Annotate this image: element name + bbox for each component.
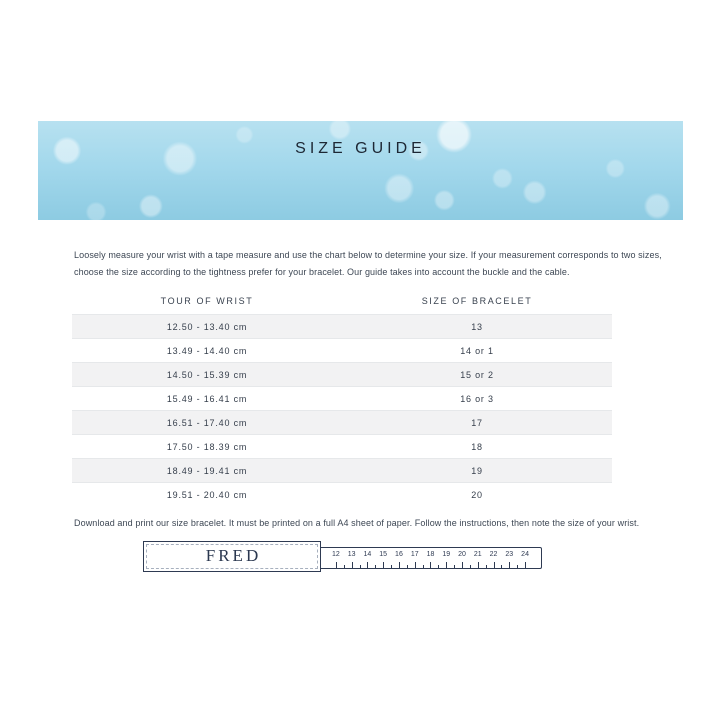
major-tick <box>525 562 526 568</box>
ruler-number: 14 <box>363 551 372 558</box>
minor-tick <box>344 565 345 568</box>
major-tick <box>399 562 400 568</box>
bracelet-sizer <box>143 541 553 585</box>
size-guide-page <box>38 121 683 585</box>
column-header-tour-of-wrist: TOUR OF WRIST <box>160 296 254 306</box>
intro-text <box>74 247 662 281</box>
ruler-number: 15 <box>379 551 388 558</box>
size-table-body <box>72 314 612 506</box>
major-tick <box>367 562 368 568</box>
minor-tick <box>407 565 408 568</box>
bracelet-size-cell: 19 <box>471 465 483 476</box>
major-tick <box>383 562 384 568</box>
minor-tick <box>360 565 361 568</box>
ruler-number: 12 <box>331 551 340 558</box>
ruler-number: 22 <box>489 551 498 558</box>
minor-tick <box>423 565 424 568</box>
ruler-mark-16 <box>391 548 407 568</box>
ruler-mark-21 <box>470 548 486 568</box>
wrist-range-cell: 14.50 - 15.39 cm <box>166 369 248 380</box>
ruler-number: 17 <box>410 551 419 558</box>
wrist-range-cell: 16.51 - 17.40 cm <box>166 417 248 428</box>
major-tick <box>494 562 495 568</box>
wrist-range-cell: 12.50 - 13.40 cm <box>166 321 248 332</box>
wrist-range-cell: 15.49 - 16.41 cm <box>166 393 248 404</box>
major-tick <box>446 562 447 568</box>
table-row <box>72 386 612 410</box>
column-header-size-of-bracelet: SIZE OF BRACELET <box>421 296 533 306</box>
banner <box>38 121 683 220</box>
bracelet-size-cell: 15 or 2 <box>460 369 494 380</box>
ruler-mark-18 <box>423 548 439 568</box>
major-tick <box>509 562 510 568</box>
ruler-mark-13 <box>344 548 360 568</box>
minor-tick <box>438 565 439 568</box>
major-tick <box>415 562 416 568</box>
table-row <box>72 482 612 506</box>
table-row <box>72 458 612 482</box>
major-tick <box>430 562 431 568</box>
page-title: SIZE GUIDE <box>295 140 426 157</box>
bracelet-size-cell: 14 or 1 <box>460 345 494 356</box>
table-row <box>72 314 612 338</box>
sizer-ruler <box>317 547 542 569</box>
minor-tick <box>470 565 471 568</box>
wrist-range-cell: 19.51 - 20.40 cm <box>166 489 248 500</box>
major-tick <box>462 562 463 568</box>
content-area <box>38 247 683 585</box>
ruler-mark-17 <box>407 548 423 568</box>
ruler-number: 13 <box>347 551 356 558</box>
minor-tick <box>375 565 376 568</box>
ruler-number: 23 <box>505 551 514 558</box>
intro-line-1: Loosely measure your wrist with a tape measure and use the chart below to determine your size. If your measurement corresponds to two sizes, <box>74 250 662 260</box>
ruler-number: 18 <box>426 551 435 558</box>
minor-tick <box>486 565 487 568</box>
sizer-brand-box <box>143 541 321 572</box>
ruler-mark-19 <box>438 548 454 568</box>
wrist-range-cell: 17.50 - 18.39 cm <box>166 441 248 452</box>
table-row <box>72 410 612 434</box>
major-tick <box>352 562 353 568</box>
fred-logo: FRED <box>205 546 262 565</box>
download-note: Download and print our size bracelet. It must be printed on a full A4 sheet of paper. Follow the instructions, then note the size of your wrist. <box>74 518 640 528</box>
ruler-mark-20 <box>454 548 470 568</box>
bracelet-size-cell: 16 or 3 <box>460 393 494 404</box>
bracelet-size-cell: 17 <box>471 417 483 428</box>
ruler-mark-22 <box>486 548 502 568</box>
ruler-mark-14 <box>360 548 376 568</box>
size-table-header <box>72 292 612 314</box>
major-tick <box>336 562 337 568</box>
bracelet-size-cell: 13 <box>471 321 483 332</box>
minor-tick <box>517 565 518 568</box>
ruler-mark-15 <box>375 548 391 568</box>
ruler-mark-12 <box>328 548 344 568</box>
ruler-number: 16 <box>395 551 403 558</box>
ruler-number: 24 <box>521 551 529 558</box>
table-row <box>72 434 612 458</box>
ruler-number: 20 <box>458 551 466 558</box>
size-table <box>72 292 612 506</box>
table-row <box>72 362 612 386</box>
minor-tick <box>391 565 392 568</box>
ruler-number: 19 <box>442 551 451 558</box>
table-row <box>72 338 612 362</box>
bracelet-size-cell: 18 <box>471 441 483 452</box>
wrist-range-cell: 13.49 - 14.40 cm <box>166 345 248 356</box>
ruler-scale <box>318 548 541 568</box>
ruler-mark-24 <box>517 548 533 568</box>
ruler-number: 21 <box>473 551 482 558</box>
bracelet-size-cell: 20 <box>471 489 483 500</box>
minor-tick <box>501 565 502 568</box>
minor-tick <box>454 565 455 568</box>
wrist-range-cell: 18.49 - 19.41 cm <box>166 465 248 476</box>
ruler-mark-23 <box>501 548 517 568</box>
intro-line-2: choose the size according to the tightness prefer for your bracelet. Our guide takes into account the buckle and the cable. <box>74 267 570 277</box>
major-tick <box>478 562 479 568</box>
